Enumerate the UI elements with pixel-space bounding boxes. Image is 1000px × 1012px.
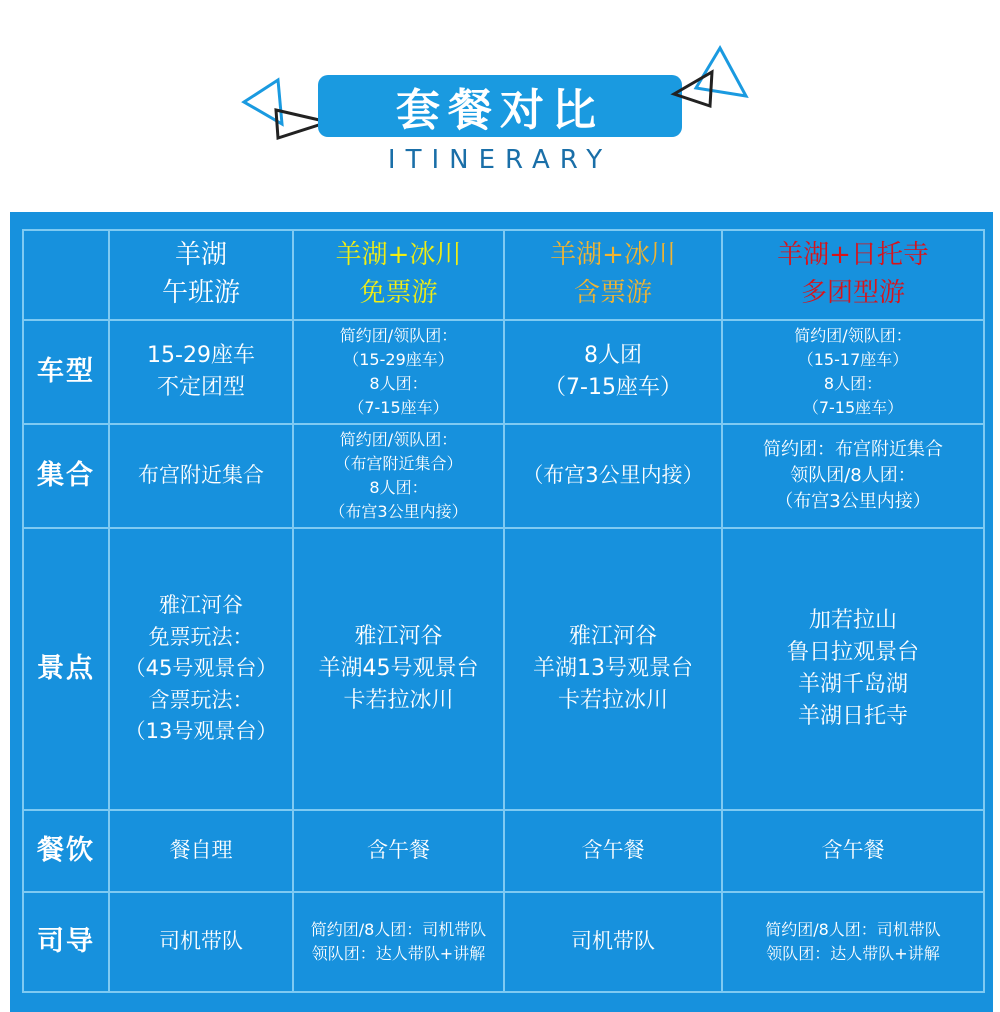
- cell-line: 领队团：达人带队+讲解: [311, 944, 486, 963]
- cell-line: 羊湖45号观景台: [318, 656, 479, 682]
- table-cell: [504, 320, 722, 424]
- cell-line: 含午餐: [581, 838, 645, 863]
- cell-line: （13号观景台）: [124, 719, 278, 744]
- table-cell: [109, 810, 293, 892]
- table-row-attractions: [23, 528, 984, 810]
- table-cell: [293, 528, 504, 810]
- cell-line: 羊湖13号观景台: [533, 656, 693, 682]
- column-title-line2: 多团型游: [800, 278, 905, 308]
- table-cell: [504, 892, 722, 992]
- table-cell: [293, 892, 504, 992]
- cell-line: 司机带队: [159, 929, 243, 954]
- table-cell: [504, 424, 722, 528]
- cell-line: 简约团/领队团：: [794, 326, 912, 345]
- cell-line: 雅江河谷: [354, 624, 443, 650]
- cell-line: 简约团/领队团：: [339, 326, 458, 345]
- table-header-row: [23, 230, 984, 320]
- cell-line: 简约团/8人团：司机带队: [310, 920, 487, 939]
- column-title-line1: 羊湖+日托寺: [777, 240, 929, 271]
- row-label-meeting-point: 集合: [23, 424, 109, 528]
- triangle-decoration-right-icon: [670, 44, 752, 110]
- comparison-table-panel: [10, 212, 993, 1012]
- table-row-vehicle: [23, 320, 984, 424]
- cell-line: 8人团：: [369, 374, 428, 393]
- cell-line: 卡若拉冰川: [557, 687, 668, 713]
- cell-line: 含午餐: [821, 838, 885, 863]
- cell-line: （7-15座车）: [802, 398, 904, 417]
- table-cell: [504, 810, 722, 892]
- column-header-glacier-with-ticket: [504, 230, 722, 320]
- cell-line: 司机带队: [571, 929, 655, 954]
- cell-line: 加若拉山: [808, 608, 897, 634]
- page-title: 套餐对比: [318, 75, 682, 137]
- cell-line: 餐自理: [169, 838, 233, 863]
- row-label-meals: 餐饮: [23, 810, 109, 892]
- cell-line: 含票玩法：: [148, 687, 254, 712]
- table-cell: [722, 810, 984, 892]
- cell-line: 领队团：达人带队+讲解: [766, 944, 940, 963]
- cell-line: （布宫附近集合）: [334, 454, 463, 473]
- cell-line: （布宫3公里内接）: [775, 491, 931, 513]
- column-title-line1: 羊湖: [174, 240, 227, 271]
- cell-line: （布宫3公里内接）: [329, 502, 468, 521]
- table-row-driver-guide: [23, 892, 984, 992]
- table-cell: [504, 528, 722, 810]
- cell-line: 简约团：布宫附近集合: [763, 438, 943, 460]
- cell-line: 简约团/8人团：司机带队: [765, 920, 941, 939]
- table-cell: [722, 320, 984, 424]
- column-title-line2: 午班游: [161, 278, 240, 308]
- column-header-yanghu-half-day: [109, 230, 293, 320]
- cell-line: 雅江河谷: [568, 624, 657, 650]
- table-cell: [109, 892, 293, 992]
- cell-line: （7-15座车）: [348, 398, 449, 417]
- cell-line: 卡若拉冰川: [343, 687, 454, 713]
- page-header: [0, 0, 1000, 210]
- table-row-meals: [23, 810, 984, 892]
- column-title-line1: 羊湖+冰川: [550, 240, 676, 271]
- table-cell: [109, 320, 293, 424]
- cell-line: 8人团：: [369, 478, 428, 497]
- table-cell: [293, 810, 504, 892]
- comparison-table: [22, 229, 985, 993]
- table-cell: [722, 424, 984, 528]
- cell-line: （15-29座车）: [343, 350, 454, 369]
- table-cell: [109, 424, 293, 528]
- cell-line: （布宫3公里内接）: [522, 463, 704, 488]
- cell-line: 羊湖日托寺: [797, 703, 908, 729]
- row-label-attractions: 景点: [23, 528, 109, 810]
- cell-line: （7-15座车）: [544, 375, 682, 400]
- page-subtitle: ITINERARY: [387, 145, 613, 175]
- cell-line: 鲁日拉观景台: [786, 640, 919, 666]
- column-title-line2: 免票游: [359, 278, 438, 308]
- cell-line: 不定团型: [156, 375, 245, 400]
- cell-line: 8人团: [584, 343, 642, 369]
- cell-line: 含午餐: [367, 838, 430, 863]
- table-row-meeting-point: [23, 424, 984, 528]
- table-cell: [293, 424, 504, 528]
- table-cell: [293, 320, 504, 424]
- column-header-ritou-temple: [722, 230, 984, 320]
- triangle-decoration-left-icon: [238, 72, 330, 142]
- row-label-vehicle: 车型: [23, 320, 109, 424]
- corner-cell: [23, 230, 109, 320]
- cell-line: 羊湖千岛湖: [797, 672, 908, 697]
- cell-line: 雅江河谷: [159, 593, 243, 618]
- row-label-driver-guide: 司导: [23, 892, 109, 992]
- cell-line: 15-29座车: [147, 343, 255, 369]
- table-cell: [722, 892, 984, 992]
- cell-line: 免票玩法：: [148, 624, 254, 649]
- cell-line: （45号观景台）: [124, 656, 278, 681]
- cell-line: 布宫附近集合: [138, 463, 264, 488]
- cell-line: 8人团：: [823, 374, 883, 393]
- column-title-line2: 含票游: [573, 278, 652, 308]
- column-header-glacier-no-ticket: [293, 230, 504, 320]
- cell-line: （15-17座车）: [797, 350, 909, 369]
- table-cell: [109, 528, 293, 810]
- table-cell: [722, 528, 984, 810]
- column-title-line1: 羊湖+冰川: [335, 240, 462, 271]
- cell-line: 领队团/8人团：: [790, 464, 916, 486]
- cell-line: 简约团/领队团：: [339, 430, 458, 449]
